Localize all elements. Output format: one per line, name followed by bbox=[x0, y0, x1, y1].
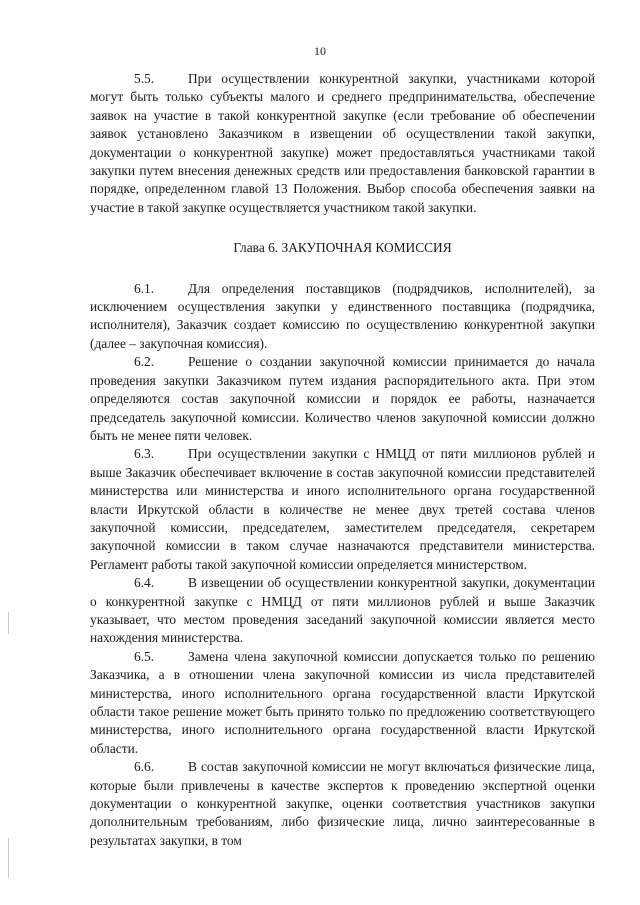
paragraph-number: 5.5. bbox=[134, 71, 155, 86]
paragraph-6-5 bbox=[90, 648, 595, 758]
paragraph-number: 6.4. bbox=[134, 575, 155, 591]
document-body bbox=[90, 70, 595, 850]
scan-margin-line bbox=[8, 612, 9, 634]
paragraph-text: При осуществлении конкурентной закупки, участниками которой могут быть только субъекты малого и среднего предпринимательства, обеспечение заявок на участие в такой конкурентной закупке (если требование об обеспечении заявок установлено Заказчиком в извещении об осуществлении такой закупки, документации о конкурентной закупке) может предоставляться участниками такой закупки путем внесения денежных средств или предоставления банковской гарантии в порядке, определенном главой 13 Положения. Выбор способа обеспечения заявки на участие в такой закупке осуществляется участником такой закупки. bbox=[90, 71, 595, 215]
paragraph-text: Решение о создании закупочной комиссии принимается до начала проведения закупки Заказчиком путем издания распорядительного акта. При этом определяются состав закупочной комиссии и порядок ее работы, назначается председатель закупочной комиссии. Количество членов закупочной комиссии должно быть не менее пяти человек. bbox=[90, 354, 595, 443]
paragraph-text: Замена члена закупочной комиссии допускается только по решению Заказчика, а в отношении члена закупочной комиссии из числа представителей министерства, иного исполнительного органа государственной власти Иркутской области такое решение может быть принято только по предложению соответствующего министерства, иного исполнительного органа государственной власти Иркутской области. bbox=[90, 648, 595, 756]
page-number: 10 bbox=[314, 44, 326, 58]
paragraph-6-1 bbox=[90, 280, 595, 354]
paragraph-number: 6.5. bbox=[134, 648, 155, 664]
paragraph-text: Для определения поставщиков (подрядчиков, исполнителей), за исключением осуществления закупки у единственного поставщика (подрядчика, исполнителя), Заказчик создает комиссию по осуществлению конкурентной закупки (далее – закупочная комиссия). bbox=[90, 280, 595, 351]
paragraph-text: В состав закупочной комиссии не могут включаться физические лица, которые были привлечены в качестве экспертов к проведению экспертной оценки документации о конкурентной закупке, оценки соответствия участников закупки дополнительным требованиям, либо физические лица, лично заинтересованные в результатах закупки, в том bbox=[90, 759, 595, 848]
paragraph-6-3 bbox=[90, 445, 595, 574]
paragraph-number: 6.1. bbox=[134, 280, 155, 296]
paragraph-number: 6.2. bbox=[134, 354, 155, 370]
paragraph-6-2 bbox=[90, 353, 595, 445]
paragraph-text: В извещении об осуществлении конкурентной закупки, документации о конкурентной закупке с НМЦД от пяти миллионов рублей и выше Заказчик указывает, что местом проведения заседаний закупочной комиссии является место нахождения министерства. bbox=[90, 575, 595, 646]
chapter-heading: Глава 6. ЗАКУПОЧНАЯ КОМИССИЯ bbox=[233, 240, 452, 256]
paragraph-5-5 bbox=[90, 70, 595, 217]
paragraph-number: 6.6. bbox=[134, 759, 155, 775]
paragraph-6-6 bbox=[90, 758, 595, 850]
paragraph-text: При осуществлении закупки с НМЦД от пяти миллионов рублей и выше Заказчик обеспечивает включение в состав закупочной комиссии представителей министерства или министерства и иного исполнительного органа государственной власти Иркутской области в количестве не менее двух третей состава членов закупочной комиссии, председателем, заместителем председателя, секретарем закупочной комиссии в таком случае назначаются представители министерства. Регламент работы такой закупочной комиссии определяется министерством. bbox=[90, 446, 595, 572]
paragraph-number: 6.3. bbox=[134, 446, 155, 462]
scan-margin-line bbox=[8, 838, 9, 878]
paragraph-6-4 bbox=[90, 574, 595, 648]
